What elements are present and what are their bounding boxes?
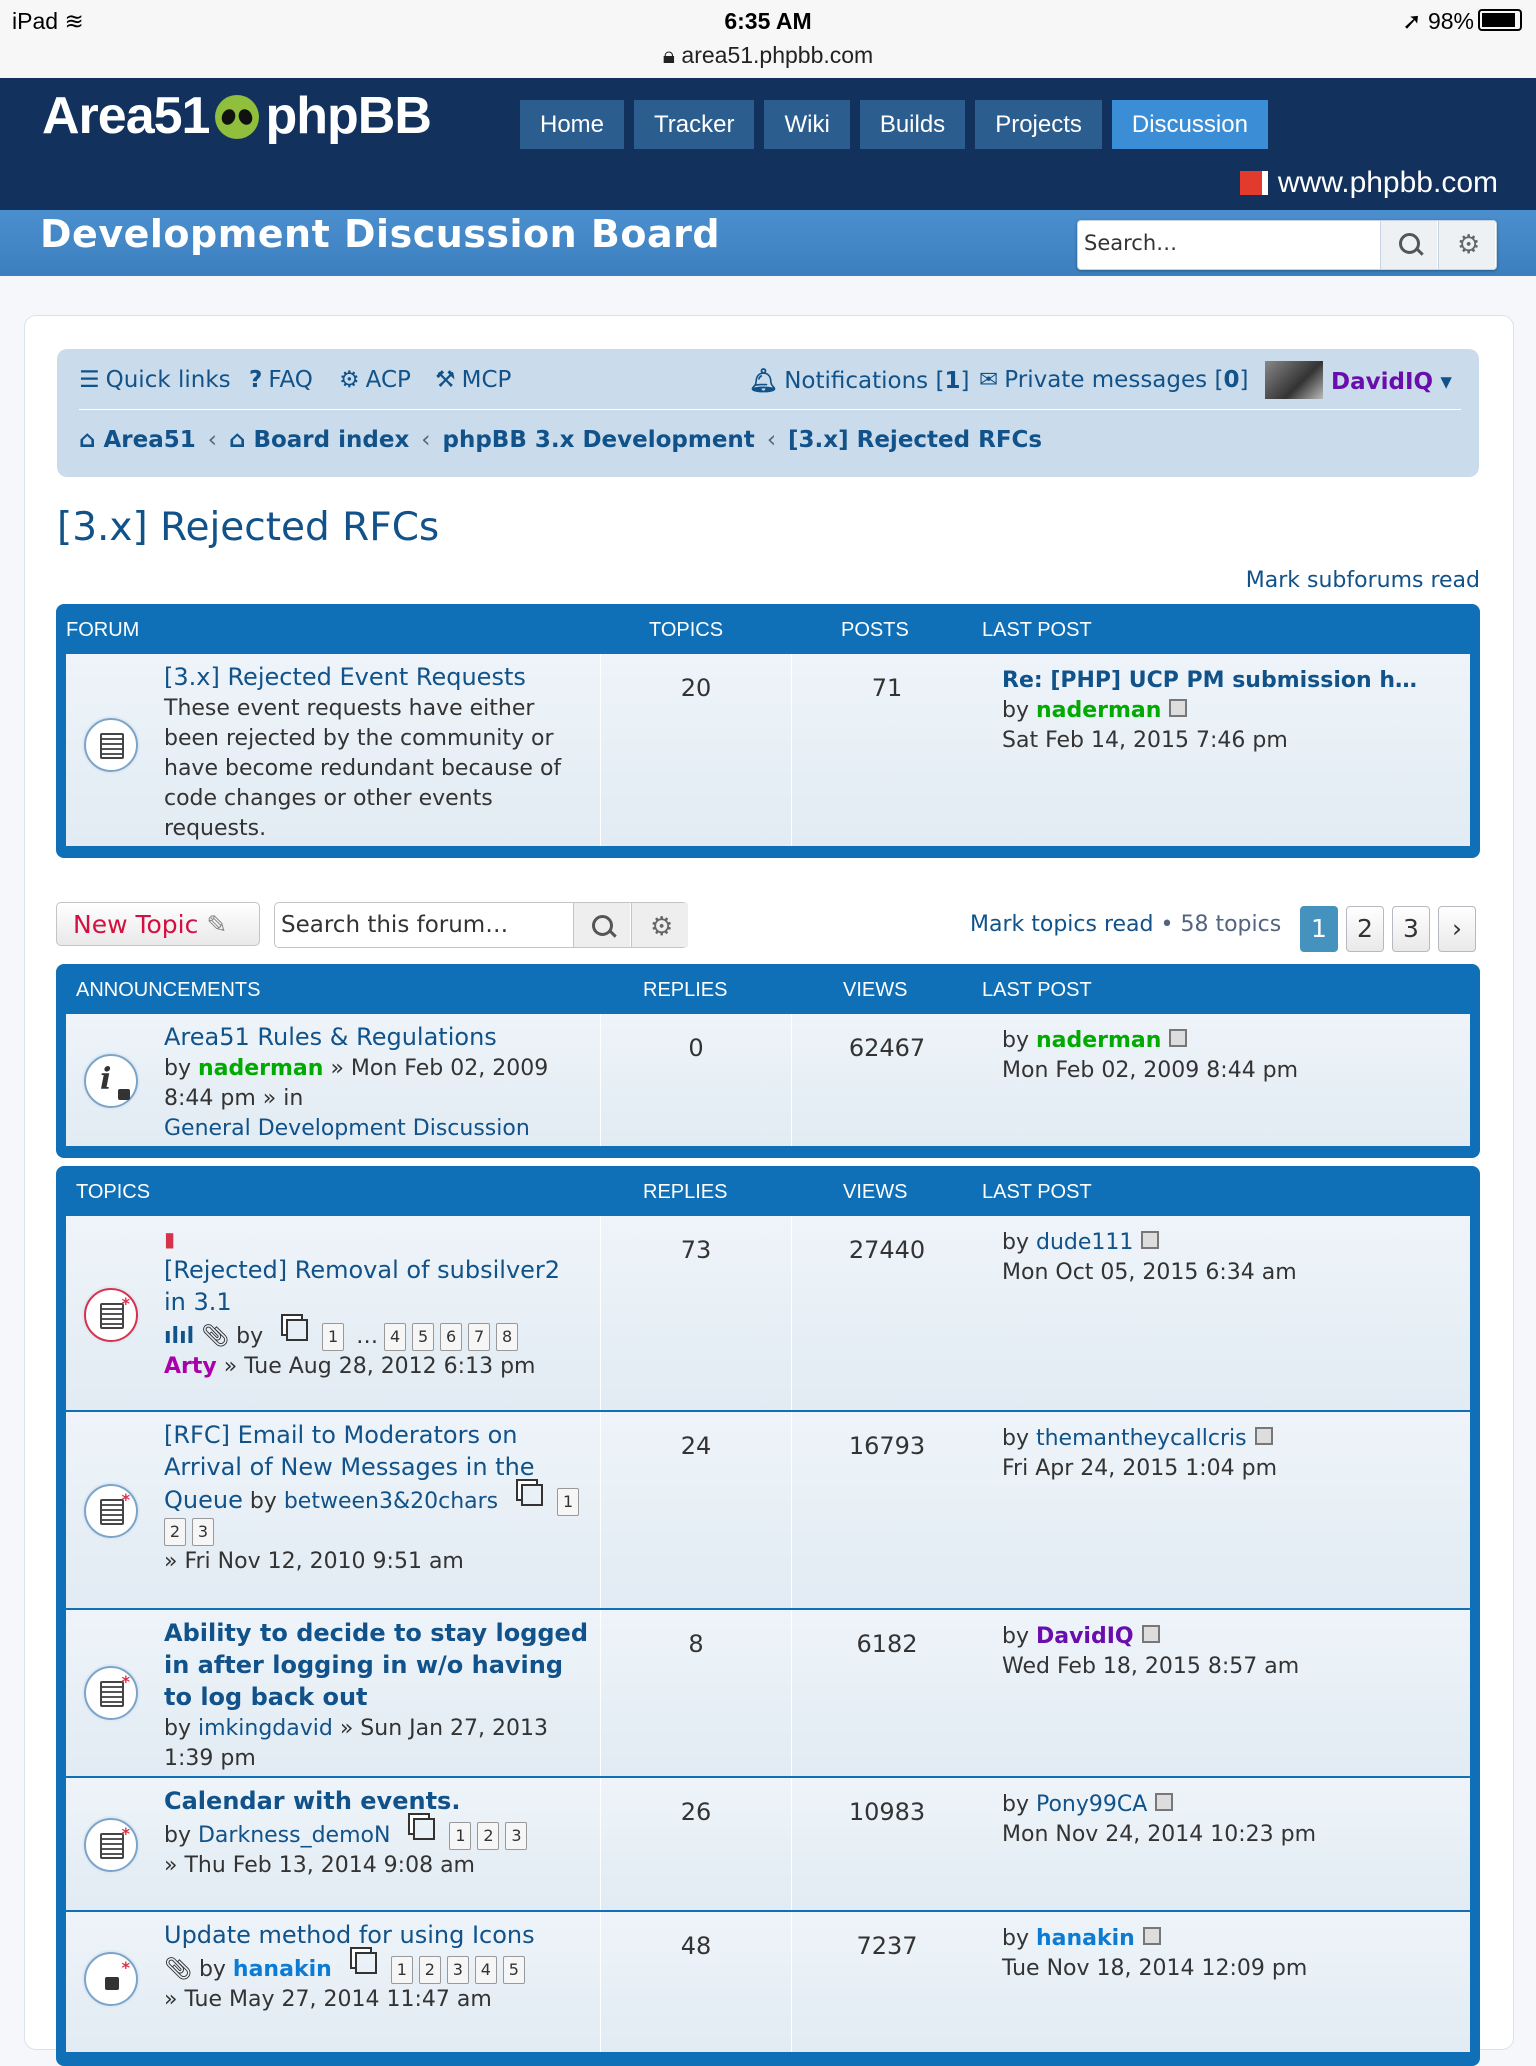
- topic-title-link[interactable]: Area51 Rules & Regulations: [164, 1023, 497, 1051]
- view-latest-post-icon[interactable]: [1169, 1029, 1187, 1047]
- header-topics: TOPICS: [649, 619, 724, 641]
- topic-row: [66, 1412, 1470, 1610]
- last-post-date: Mon Feb 02, 2009 8:44 pm: [1002, 1058, 1299, 1083]
- last-post-user[interactable]: hanakin: [1035, 1926, 1135, 1951]
- pages-icon: [286, 1319, 308, 1341]
- topic-date: » Tue Aug 28, 2012 6:13 pm: [223, 1354, 536, 1379]
- replies-count: 0: [688, 1034, 704, 1062]
- pagination: [1300, 906, 1476, 952]
- topic-page[interactable]: 3: [505, 1822, 527, 1850]
- topic-date: » Mon Feb 02, 2009 8:44 pm » in: [164, 1056, 549, 1111]
- topic-date: » Tue May 27, 2014 11:47 am: [164, 1987, 492, 2012]
- topic-page[interactable]: 5: [412, 1323, 434, 1351]
- last-post-user[interactable]: themantheycallcris: [1035, 1426, 1247, 1451]
- topic-page[interactable]: 6: [440, 1323, 462, 1351]
- board-search: [1077, 220, 1497, 270]
- search-icon: [1399, 233, 1420, 254]
- forum-description: These event requests have either been rejected by the community or have become redundant because of code changes or other events requests.: [164, 696, 562, 841]
- bell-icon: 🔔︎: [749, 368, 779, 394]
- forum-topics-count: 20: [680, 674, 712, 702]
- last-post-user[interactable]: dude111: [1035, 1230, 1134, 1255]
- cogs-icon: ⚙: [339, 367, 360, 393]
- pages-icon: [521, 1484, 543, 1506]
- phpbb-site-link[interactable]: www.phpbb.com: [1240, 166, 1498, 200]
- header-views: VIEWS: [843, 1181, 908, 1203]
- forum-search-button[interactable]: [573, 903, 630, 947]
- forum-list: [56, 604, 1480, 858]
- by-label: by: [1002, 1792, 1029, 1817]
- battery-indicator: ➚ 98%: [1402, 8, 1522, 35]
- view-latest-post-icon[interactable]: [1142, 1625, 1160, 1643]
- topic-author[interactable]: naderman: [197, 1056, 324, 1081]
- crumb-area51[interactable]: ⌂ Area51: [79, 427, 196, 453]
- mcp-link[interactable]: ⚒ MCP: [435, 367, 512, 393]
- topic-author[interactable]: Arty: [164, 1354, 217, 1379]
- chevron-right-icon: ›: [1452, 914, 1462, 943]
- topics-header: [56, 1166, 1480, 1216]
- topic-row: [66, 1216, 1470, 1412]
- last-post-date: Tue Nov 18, 2014 12:09 pm: [1002, 1956, 1308, 1981]
- topic-forum-link[interactable]: General Development Discussion: [164, 1116, 530, 1141]
- topic-page[interactable]: 1: [557, 1488, 579, 1516]
- alien-icon: [215, 95, 259, 139]
- nav-builds[interactable]: Builds: [860, 100, 965, 149]
- header-posts: POSTS: [841, 619, 909, 641]
- topic-date: » Thu Feb 13, 2014 9:08 am: [164, 1853, 475, 1878]
- topic-page[interactable]: 8: [496, 1323, 518, 1351]
- ios-status-bar: [0, 0, 1536, 78]
- forum-title-link[interactable]: [3.x] Rejected Event Requests: [164, 663, 526, 691]
- topic-locked-icon: *: [84, 1952, 138, 2006]
- board-bar: [0, 210, 1536, 276]
- header-last-post: LAST POST: [982, 1181, 1092, 1203]
- topic-page[interactable]: 1: [449, 1822, 471, 1850]
- forum-list-header: [56, 604, 1480, 654]
- views-count: 62467: [848, 1034, 926, 1062]
- views-count: 27440: [848, 1236, 926, 1264]
- topic-author[interactable]: hanakin: [232, 1957, 332, 1982]
- views-count: 16793: [848, 1432, 926, 1460]
- pages-ellipsis: …: [356, 1324, 379, 1349]
- forum-last-post-date: Sat Feb 14, 2015 7:46 pm: [1002, 728, 1288, 753]
- replies-count: 48: [680, 1932, 712, 1960]
- battery-icon: [1478, 9, 1522, 31]
- nav-home[interactable]: Home: [520, 100, 624, 149]
- forum-posts-count: 71: [871, 674, 903, 702]
- home-icon: ⌂: [79, 427, 96, 453]
- topics-list: [56, 1166, 1480, 2066]
- page-2[interactable]: 2: [1346, 906, 1384, 952]
- avatar: [1265, 361, 1323, 399]
- page-1[interactable]: 1: [1300, 906, 1338, 952]
- caret-down-icon: ▾: [1440, 369, 1452, 395]
- quick-links-menu[interactable]: ☰ Quick links: [79, 367, 231, 393]
- pencil-icon: ✎: [206, 910, 228, 939]
- gear-icon: ⚙: [650, 912, 674, 942]
- board-search-button[interactable]: [1380, 221, 1437, 269]
- top-nav: [520, 100, 1268, 149]
- topic-read-icon: *: [84, 1818, 138, 1872]
- topic-title-link[interactable]: Ability to decide to stay logged in after logging in w/o having to log back out: [164, 1619, 589, 1711]
- forum-read-icon: [84, 718, 138, 772]
- topic-read-icon: *: [84, 1666, 138, 1720]
- last-post-user[interactable]: DavidIQ: [1035, 1624, 1134, 1649]
- site-logo[interactable]: Area51 phpBB: [42, 87, 431, 145]
- question-icon: ?: [249, 367, 263, 393]
- by-label: by: [1002, 1926, 1029, 1951]
- faq-link[interactable]: ? FAQ: [249, 367, 313, 393]
- mark-topics-area: Mark topics read • 58 topics: [970, 912, 1282, 937]
- pages-icon: [355, 1952, 377, 1974]
- nav-discussion[interactable]: Discussion: [1112, 100, 1268, 149]
- topic-title-link[interactable]: [Rejected] Removal of subsilver2 in 3.1: [164, 1256, 561, 1316]
- by-label: by: [236, 1324, 264, 1349]
- gavel-icon: ⚒: [435, 367, 456, 393]
- views-count: 7237: [856, 1932, 918, 1960]
- crumb-phpbb-dev[interactable]: phpBB 3.x Development: [442, 427, 755, 453]
- exit-icon: [1240, 171, 1268, 195]
- page-3[interactable]: 3: [1392, 906, 1430, 952]
- nav-tracker[interactable]: Tracker: [634, 100, 754, 149]
- wifi-icon: ≋: [64, 8, 84, 34]
- mark-topics-read[interactable]: Mark topics read: [970, 912, 1154, 937]
- by-label: by: [1002, 1624, 1029, 1649]
- announcement-locked-icon: i: [84, 1054, 138, 1108]
- header-views: VIEWS: [843, 979, 908, 1001]
- advanced-search-button[interactable]: [1438, 221, 1495, 269]
- header-announcements: ANNOUNCEMENTS: [76, 979, 261, 1001]
- topic-page[interactable]: 1: [391, 1956, 413, 1984]
- location-icon: ➚: [1402, 8, 1422, 34]
- announcement-row: [66, 1014, 1470, 1148]
- view-latest-post-icon[interactable]: [1141, 1231, 1159, 1249]
- view-latest-post-icon[interactable]: [1255, 1427, 1273, 1445]
- action-bar: [56, 902, 1480, 952]
- header-last-post: LAST POST: [982, 619, 1092, 641]
- topic-page[interactable]: 4: [384, 1323, 406, 1351]
- last-post-date: Fri Apr 24, 2015 1:04 pm: [1002, 1456, 1278, 1481]
- nav-wiki[interactable]: Wiki: [764, 100, 849, 149]
- replies-count: 26: [680, 1798, 712, 1826]
- quick-links-row: [79, 367, 1461, 410]
- last-post-date: Mon Nov 24, 2014 10:23 pm: [1002, 1822, 1317, 1847]
- by-label: by: [249, 1489, 277, 1514]
- private-messages-link[interactable]: ✉ Private messages [0]: [979, 367, 1249, 393]
- topic-page[interactable]: 2: [477, 1822, 499, 1850]
- topic-title-link[interactable]: Calendar with events.: [164, 1787, 461, 1815]
- last-post-user[interactable]: Pony99CA: [1035, 1792, 1148, 1817]
- topic-page[interactable]: 3: [192, 1518, 214, 1546]
- address-bar[interactable]: 🔒︎ area51.phpbb.com: [662, 42, 874, 68]
- gear-icon: ⚙: [1457, 230, 1481, 260]
- hot-topic-icon: *: [84, 1288, 138, 1342]
- topic-row: [66, 1610, 1470, 1778]
- topic-author[interactable]: imkingdavid: [197, 1716, 333, 1741]
- topic-title-link[interactable]: [RFC] Email to Moderators on Arrival of New Messages in the Queue: [164, 1421, 535, 1514]
- forum-search: [274, 902, 688, 948]
- topic-page[interactable]: 2: [419, 1956, 441, 1984]
- topic-read-icon: *: [84, 1484, 138, 1538]
- last-post-date: Wed Feb 18, 2015 8:57 am: [1002, 1654, 1300, 1679]
- header-topics: TOPICS: [76, 1181, 151, 1203]
- user-menu[interactable]: DavidIQ ▾: [1265, 361, 1452, 399]
- poll-icon: ılıl: [164, 1324, 195, 1349]
- navbar: [57, 349, 1479, 477]
- topic-page[interactable]: 7: [468, 1323, 490, 1351]
- forum-row: [66, 654, 1470, 848]
- topic-date: » Fri Nov 12, 2010 9:51 am: [164, 1549, 464, 1574]
- replies-count: 8: [688, 1630, 704, 1658]
- paperclip-icon: 📎︎: [201, 1324, 230, 1349]
- topic-author[interactable]: Darkness_demoN: [197, 1823, 391, 1848]
- replies-count: 24: [680, 1432, 712, 1460]
- by-label: by: [164, 1716, 191, 1741]
- topic-page[interactable]: 3: [447, 1956, 469, 1984]
- mark-subforums-read[interactable]: Mark subforums read: [1245, 568, 1480, 593]
- site-header: [0, 78, 1536, 210]
- device-label: iPad ≋: [12, 8, 84, 34]
- lock-icon: 🔒︎: [662, 42, 676, 68]
- crumb-rejected-rfcs[interactable]: [3.x] Rejected RFCs: [788, 427, 1043, 453]
- pages-icon: [413, 1818, 435, 1840]
- topic-page[interactable]: 4: [475, 1956, 497, 1984]
- topic-page[interactable]: 5: [503, 1956, 525, 1984]
- acp-link[interactable]: ⚙ ACP: [339, 367, 411, 393]
- home-icon: ⌂: [228, 427, 246, 453]
- breadcrumb: ⌂ Area51 ‹ ⌂ Board index ‹ phpBB 3.x Development ‹ [3.x] Rejected RFCs: [79, 427, 1043, 453]
- header-forum: FORUM: [66, 619, 140, 641]
- last-post-date: Mon Oct 05, 2015 6:34 am: [1002, 1260, 1297, 1285]
- topic-page[interactable]: 1: [322, 1323, 344, 1351]
- crumb-board-index[interactable]: ⌂ Board index: [228, 427, 410, 453]
- forum-search-input[interactable]: Search this forum…: [281, 912, 509, 938]
- by-label: by: [164, 1823, 191, 1848]
- announcements-header: [56, 964, 1480, 1014]
- by-label: by: [1002, 1028, 1029, 1053]
- board-search-input[interactable]: Search…: [1084, 231, 1178, 255]
- forum-last-post-user[interactable]: naderman: [1035, 698, 1162, 723]
- board-title[interactable]: Development Discussion Board: [40, 212, 721, 256]
- view-latest-post-icon[interactable]: [1169, 699, 1187, 717]
- next-page-button[interactable]: [1438, 906, 1476, 952]
- topic-row: [66, 1778, 1470, 1912]
- header-replies: REPLIES: [643, 979, 728, 1001]
- last-post-user[interactable]: naderman: [1035, 1028, 1162, 1053]
- search-icon: [592, 915, 613, 936]
- replies-count: 73: [680, 1236, 712, 1264]
- by-label: by: [198, 1957, 226, 1982]
- menu-icon: ☰: [79, 367, 100, 393]
- topic-count: 58 topics: [1180, 912, 1282, 937]
- topic-page[interactable]: 2: [164, 1518, 186, 1546]
- by-label: by: [1002, 1230, 1029, 1255]
- paperclip-icon: 📎︎: [164, 1957, 192, 1982]
- view-latest-post-icon[interactable]: [1143, 1927, 1161, 1945]
- new-topic-button[interactable]: New Topic ✎: [56, 902, 260, 946]
- topic-title-link[interactable]: Update method for using Icons: [164, 1921, 535, 1949]
- header-replies: REPLIES: [643, 1181, 728, 1203]
- nav-projects[interactable]: Projects: [975, 100, 1102, 149]
- clock: 6:35 AM: [724, 8, 812, 34]
- by-label: by: [164, 1056, 191, 1081]
- by-label: by: [1002, 698, 1029, 723]
- topic-row: [66, 1912, 1470, 2054]
- header-last-post: LAST POST: [982, 979, 1092, 1001]
- views-count: 6182: [856, 1630, 918, 1658]
- page-title[interactable]: [3.x] Rejected RFCs: [57, 505, 440, 550]
- view-latest-post-icon[interactable]: [1155, 1793, 1173, 1811]
- topic-author[interactable]: between3&20chars: [283, 1489, 499, 1514]
- announcements-list: [56, 964, 1480, 1158]
- views-count: 10983: [848, 1798, 926, 1826]
- inbox-icon: ✉: [979, 367, 999, 393]
- forum-advanced-search-button[interactable]: [631, 903, 688, 947]
- file-icon: ▮: [164, 1227, 176, 1251]
- by-label: by: [1002, 1426, 1029, 1451]
- topic-date: » Sun Jan 27, 2013 1:39 pm: [164, 1716, 549, 1771]
- forum-last-post-title[interactable]: Re: [PHP] UCP PM submission h…: [1002, 668, 1418, 693]
- notifications-link[interactable]: 🔔︎ Notifications [1]: [749, 368, 970, 394]
